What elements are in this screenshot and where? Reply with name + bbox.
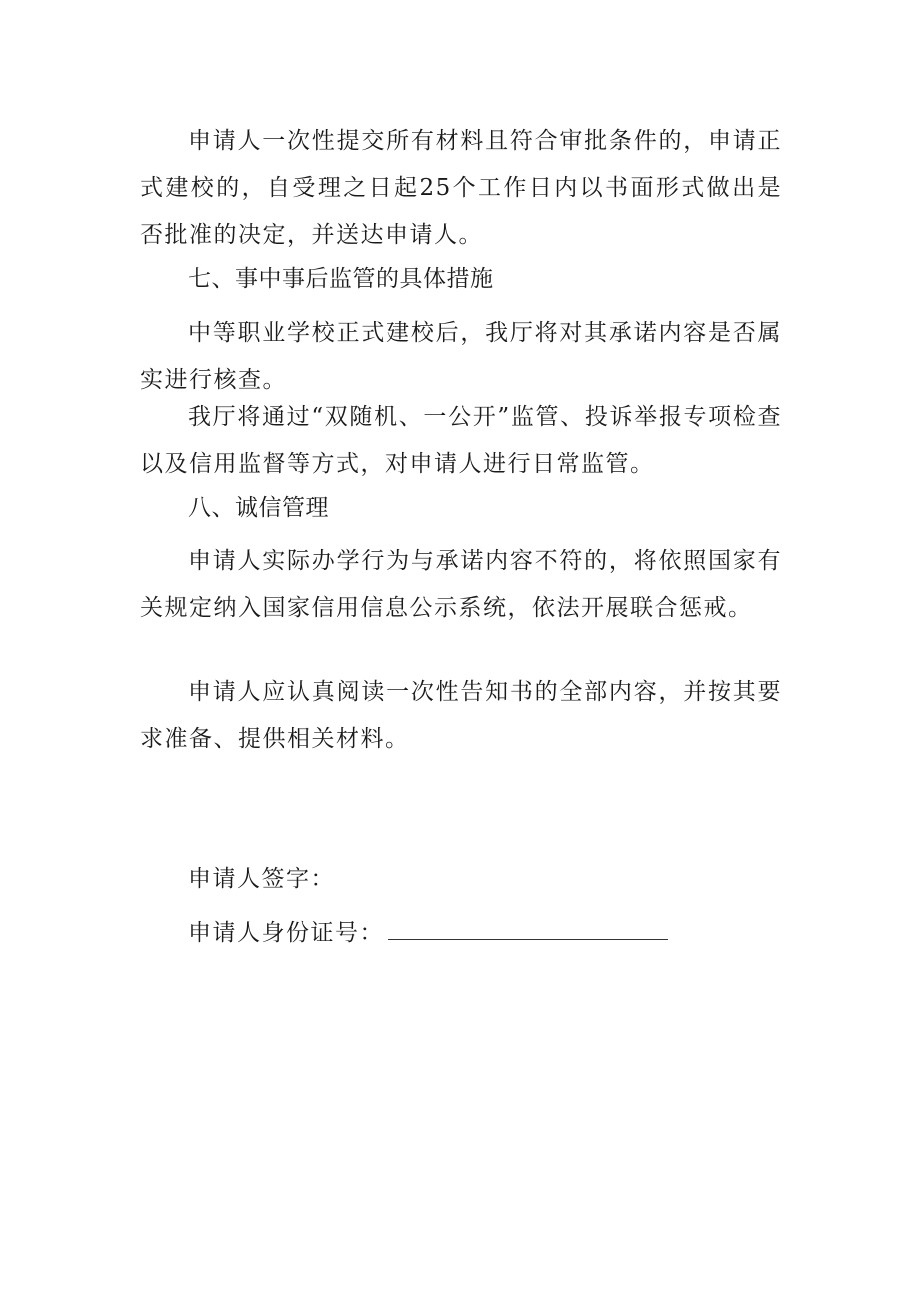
- section-8-heading: 八、诚信管理: [188, 495, 329, 521]
- section-8-paragraph-1: 申请人实际办学行为与承诺内容不符的，将依照国家有关规定纳入国家信用信息公示系统，依法开展联合惩戒。: [140, 548, 782, 621]
- section-7-paragraph-2: 我厅将通过“双随机、一公开”监管、投诉举报专项检查以及信用监督等方式，对申请人进行日常监管。: [140, 404, 782, 477]
- section-7-paragraph-1: 中等职业学校正式建校后，我厅将对其承诺内容是否属实进行核查。: [140, 320, 782, 393]
- signature-line: [188, 864, 335, 894]
- signature-label: 申请人签字：: [188, 866, 335, 892]
- id-number-line: [188, 917, 668, 948]
- approval-paragraph: 申请人一次性提交所有材料且符合审批条件的，申请正式建校的，自受理之日起25个工作日内以书面形式做出是否批准的决定，并送达申请人。: [140, 128, 782, 248]
- section-7-heading: 七、事中事后监管的具体措施: [188, 266, 494, 292]
- id-number-field[interactable]: [388, 917, 668, 940]
- closing-note-paragraph: 申请人应认真阅读一次性告知书的全部内容，并按其要求准备、提供相关材料。: [140, 679, 782, 752]
- id-number-label: 申请人身份证号：: [188, 920, 384, 946]
